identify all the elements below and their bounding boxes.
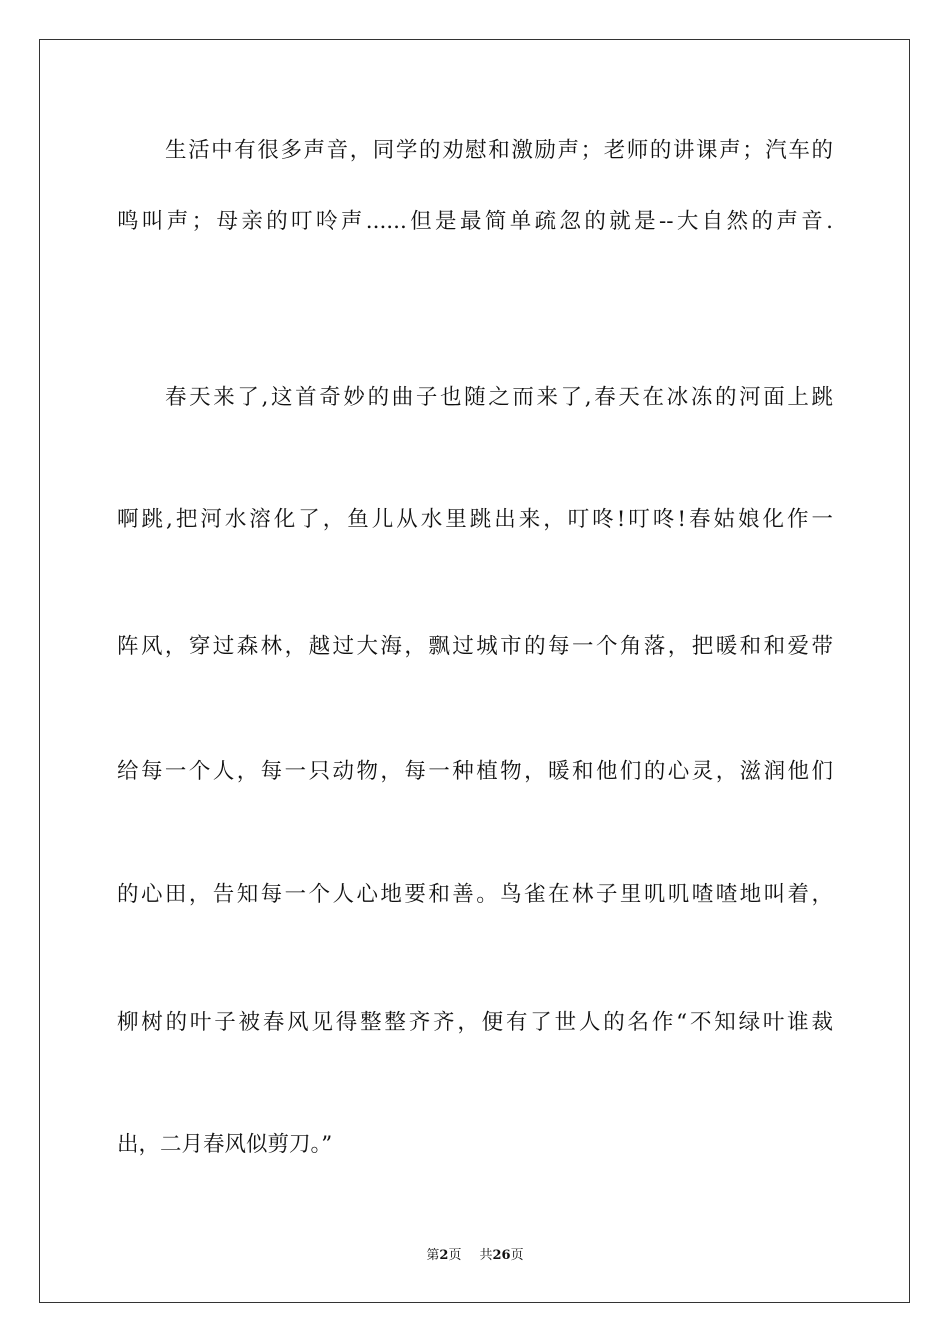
footer-page-suffix: 页: [448, 1248, 462, 1263]
footer-page-number: 2: [439, 1248, 449, 1263]
paragraph-2-line-7: 出，二月春风似剪刀。”: [117, 1132, 333, 1157]
paragraph-2-line-2: 啊跳,把河水溶化了，鱼儿从水里跳出来，叮咚!叮咚!春姑娘化作一: [117, 507, 833, 532]
page-footer: [0, 1247, 950, 1265]
paragraph-2-line-3: 阵风，穿过森林，越过大海，飘过城市的每一个角落，把暖和和爱带: [117, 634, 833, 659]
paragraph-2-line-5: 的心田，告知每一个人心地要和善。鸟雀在林子里叽叽喳喳地叫着，: [117, 882, 833, 907]
paragraph-2-line-1: 春天来了,这首奇妙的曲子也随之而来了,春天在冰冻的河面上跳: [165, 385, 833, 410]
footer-total-prefix: 共: [479, 1248, 493, 1263]
footer-total-suffix: 页: [510, 1248, 524, 1263]
paragraph-2-line-6: 柳树的叶子被春风见得整整齐齐，便有了世人的名作“不知绿叶谁裁: [117, 1010, 833, 1035]
footer-total-pages: 26: [492, 1248, 511, 1263]
paragraph-1-line-1: 生活中有很多声音，同学的劝慰和激励声；老师的讲课声；汽车的: [165, 138, 833, 163]
paragraph-1-line-2: 鸣叫声；母亲的叮呤声......但是最简单疏忽的就是--大自然的声音.: [117, 209, 833, 234]
paragraph-2-line-4: 给每一个人，每一只动物，每一种植物，暖和他们的心灵，滋润他们: [117, 759, 833, 784]
footer-page-prefix: 第: [426, 1248, 440, 1263]
